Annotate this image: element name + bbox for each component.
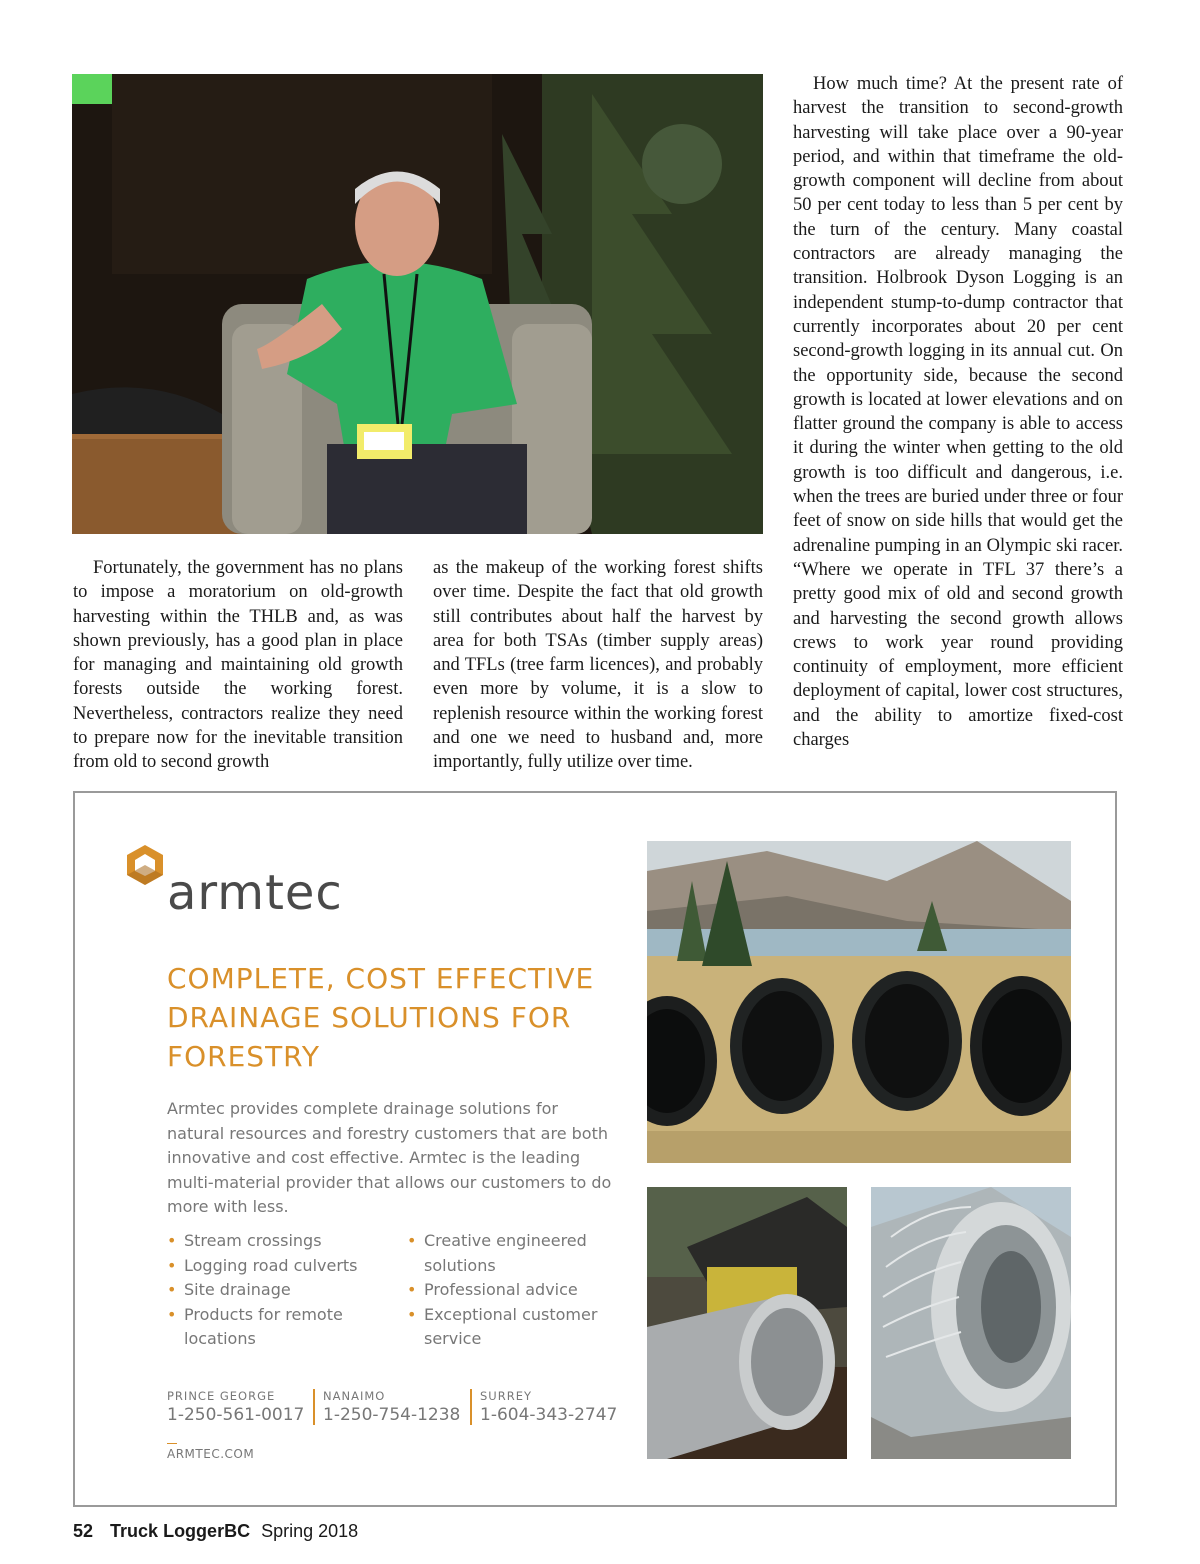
benefit-list-left <box>167 1229 387 1352</box>
article-column-1 <box>73 556 403 775</box>
ad-body: Armtec provides complete drainage solutions for natural resources and forestry customers that are both innovative and cost effective. Armtec is the leading multi-material provider that allows our customers to do more with less. <box>167 1099 612 1216</box>
page-number: 52 <box>73 1521 94 1541</box>
contact-phone[interactable]: 1-604-343-2747 <box>480 1405 618 1425</box>
list-item: • Logging road culverts <box>167 1254 387 1279</box>
article-paragraph: as the makeup of the working forest shifts over time. Despite the fact that old growth still contributes about half the harvest by area for both TSAs (timber supply areas) and TFLs (tree farm licences), and probably even more by volume, it is a slow to replenish resource within the working forest and one we need to husband and, more importantly, fully utilize over time. <box>433 558 763 773</box>
excavator-pipe-photo <box>647 1187 847 1459</box>
benefit-list-right <box>407 1229 627 1352</box>
page-footer <box>73 1521 358 1542</box>
armtec-advertisement <box>73 791 1117 1507</box>
contact-city: SURREY <box>480 1389 532 1403</box>
list-item: • Stream crossings <box>167 1229 387 1254</box>
culvert-pipes-photo <box>647 841 1071 1163</box>
list-item: • Professional advice <box>407 1278 627 1303</box>
contact-city: NANAIMO <box>323 1389 386 1403</box>
article-column-3 <box>793 72 1123 752</box>
list-item: • Exceptional customer service <box>407 1303 627 1352</box>
armtec-logo-icon <box>127 845 163 890</box>
website-link[interactable]: ARMTEC.COM <box>167 1447 255 1461</box>
list-item: • Site drainage <box>167 1278 387 1303</box>
issue-date: Spring 2018 <box>261 1521 359 1541</box>
speaker-photo <box>72 74 763 534</box>
contact-phone[interactable]: 1-250-754-1238 <box>323 1405 461 1425</box>
list-item: • Products for remote locations <box>167 1303 387 1352</box>
list-item: • Creative engineered solutions <box>407 1229 627 1278</box>
contact-surrey <box>470 1389 617 1425</box>
contact-phone[interactable]: 1-250-561-0017 <box>167 1405 305 1425</box>
article-column-2 <box>433 556 763 775</box>
article-paragraph: How much time? At the present rate of harvest the transition to second-growth harvesting will take place over a 90-year period, and within that timeframe the old-growth component will decline from about 50 per cent today to less than 5 per cent by the turn of the century. Many coastal contractors are already managing the transition. Holbrook Dyson Logging is an independent stump-to-dump contractor that currently incorporates about 20 per cent second-growth logging in its annual cut. On the opportunity side, because the second growth is located at lower elevations and on flatter ground the company is able to access it during the winter when getting to the old growth is too difficult and dangerous, i.e. when the trees are buried under three or four feet of snow on side hills that would get the adrenaline pumping in an Olympic ski racer. “Where we operate in TFL 37 there’s a pretty good mix of old and second growth and harvesting the second growth allows crews to work year round providing continuity of employment, more efficient deployment of capital, lower cost structures, and the ability to amortize fixed-cost charges <box>793 74 1123 751</box>
corrugated-pipe-photo <box>871 1187 1071 1459</box>
magazine-name: Truck LoggerBC <box>110 1521 251 1541</box>
brand-name: armtec <box>167 865 343 921</box>
contact-nanaimo <box>313 1389 460 1425</box>
article-paragraph: Fortunately, the government has no plans to impose a moratorium on old-growth harvesting within the THLB and, as was shown previously, has a good plan in place for managing and maintaining old growth forests outside the working forest. Nevertheless, contractors realize they need to prepare now for the inevitable transition from old to second growth <box>73 558 403 773</box>
contact-prince-george <box>167 1389 304 1425</box>
contact-city: PRINCE GEORGE <box>167 1389 276 1403</box>
divider <box>167 1443 177 1444</box>
ad-headline: COMPLETE, COST EFFECTIVE DRAINAGE SOLUTIONS FOR FORESTRY <box>167 962 595 1073</box>
